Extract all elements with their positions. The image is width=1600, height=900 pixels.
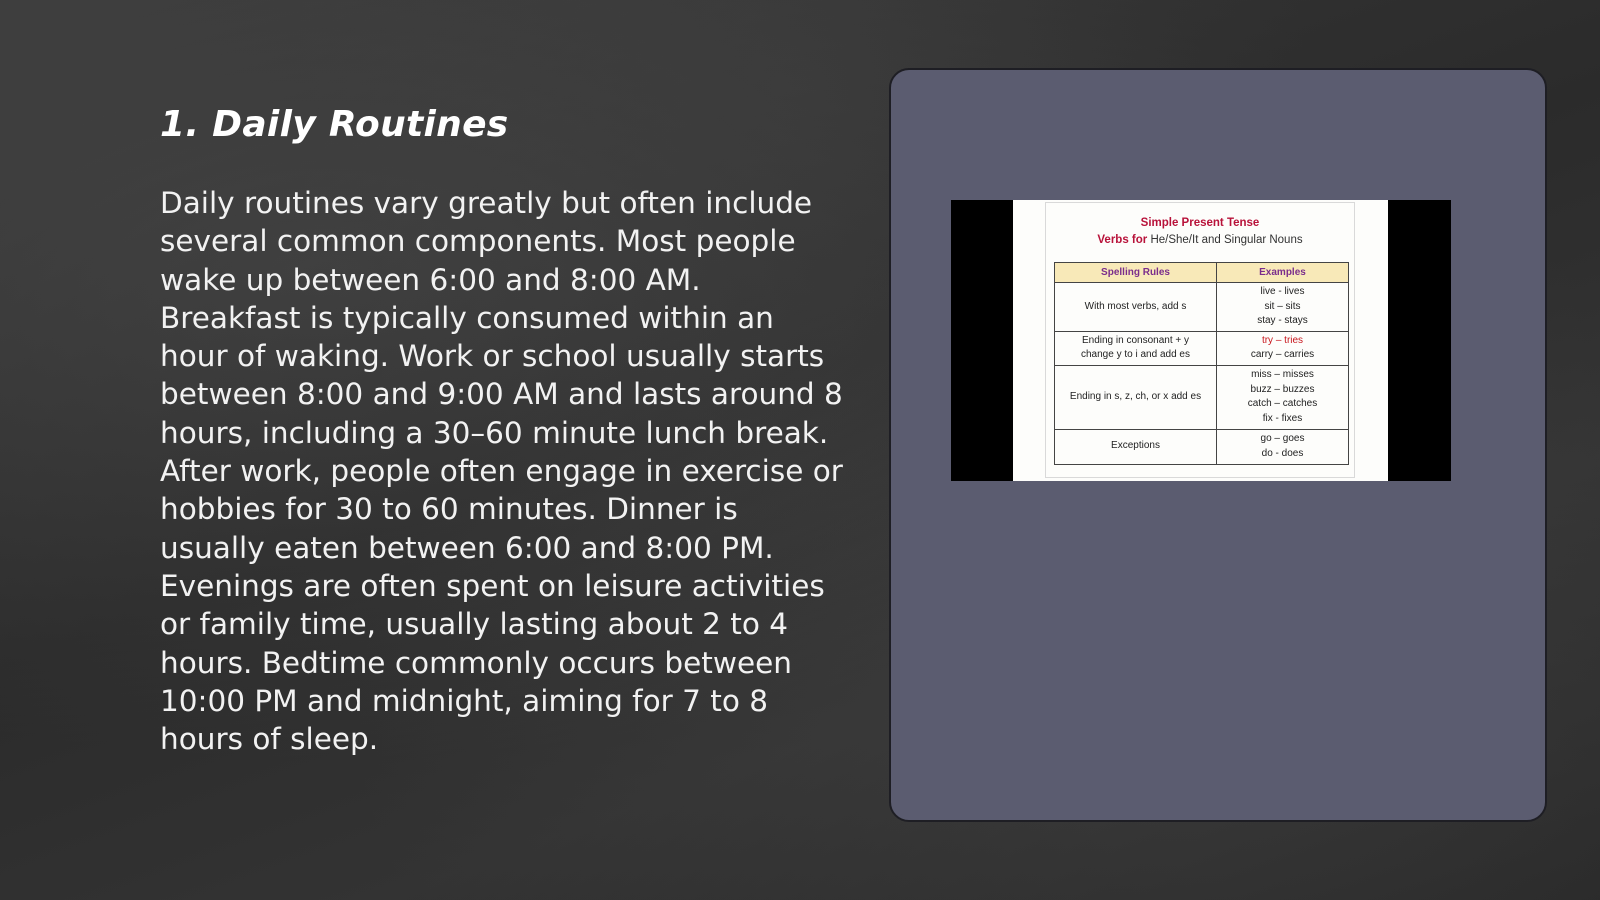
example-item: miss – misses [1251, 369, 1314, 380]
examples-cell [1217, 365, 1349, 429]
rule-text: Exceptions [1111, 440, 1160, 452]
rule-cell [1055, 429, 1217, 464]
rule-text: With most verbs, add s [1084, 300, 1187, 312]
video-poster-image [1013, 200, 1388, 481]
rule-cell [1055, 365, 1217, 429]
example-item: buzz – buzzes [1250, 383, 1315, 395]
example-item: try – tries [1261, 334, 1304, 346]
media-placeholder-panel [889, 68, 1547, 822]
table-row [1055, 283, 1349, 332]
spelling-rules-table [1054, 262, 1349, 465]
slide-title: 1. Daily Routines [160, 104, 509, 145]
chart-subtitle [1046, 234, 1354, 246]
example-item: stay - stays [1257, 315, 1308, 326]
table-row [1055, 331, 1349, 365]
example-item: catch – catches [1247, 398, 1318, 409]
examples-cell [1217, 429, 1349, 464]
example-item: live - lives [1260, 286, 1305, 297]
example-item: sit – sits [1264, 300, 1301, 312]
rule-text: Ending in s, z, ch, or x add es [1069, 390, 1202, 402]
examples-cell [1217, 331, 1349, 365]
rule-cell [1055, 331, 1217, 365]
column-header-rules: Spelling Rules [1055, 263, 1217, 283]
table-row [1055, 429, 1349, 464]
examples-cell [1217, 283, 1349, 332]
example-item: carry – carries [1250, 349, 1315, 360]
example-item: go – goes [1260, 433, 1305, 444]
chart-title: Simple Present Tense [1140, 217, 1260, 229]
example-item: do - does [1261, 447, 1304, 459]
example-item: fix - fixes [1262, 412, 1303, 424]
video-player[interactable] [951, 200, 1451, 481]
column-header-examples: Examples [1217, 263, 1349, 283]
table-header-row [1055, 263, 1349, 283]
chart-subtitle-rest: He/She/It and Singular Nouns [1150, 234, 1303, 246]
slide-body-text: Daily routines vary greatly but often include several common components. Most people wake up between 6:00 and 8:00 AM. Breakfast is typically consumed within an hour of waking. Work or school usually starts between 8:00 and 9:00 AM and lasts around 8 hours, including a 30–60 minute lunch break. After work, people often engage in exercise or hobbies for 30 to 60 minutes. Dinner is usually eaten between 6:00 and 8:00 PM. Evenings are often spent on leisure activities or family time, usually lasting about 2 to 4 hours. Bedtime commonly occurs between 10:00 PM and midnight, aiming for 7 to 8 hours of sleep. [160, 186, 843, 757]
rule-text: Ending in consonant + y [1081, 334, 1190, 346]
rule-cell [1055, 283, 1217, 332]
chart-subtitle-prefix: Verbs for [1097, 234, 1148, 246]
table-row [1055, 365, 1349, 429]
grammar-chart [1045, 202, 1355, 478]
rule-text: change y to i and add es [1081, 349, 1190, 360]
